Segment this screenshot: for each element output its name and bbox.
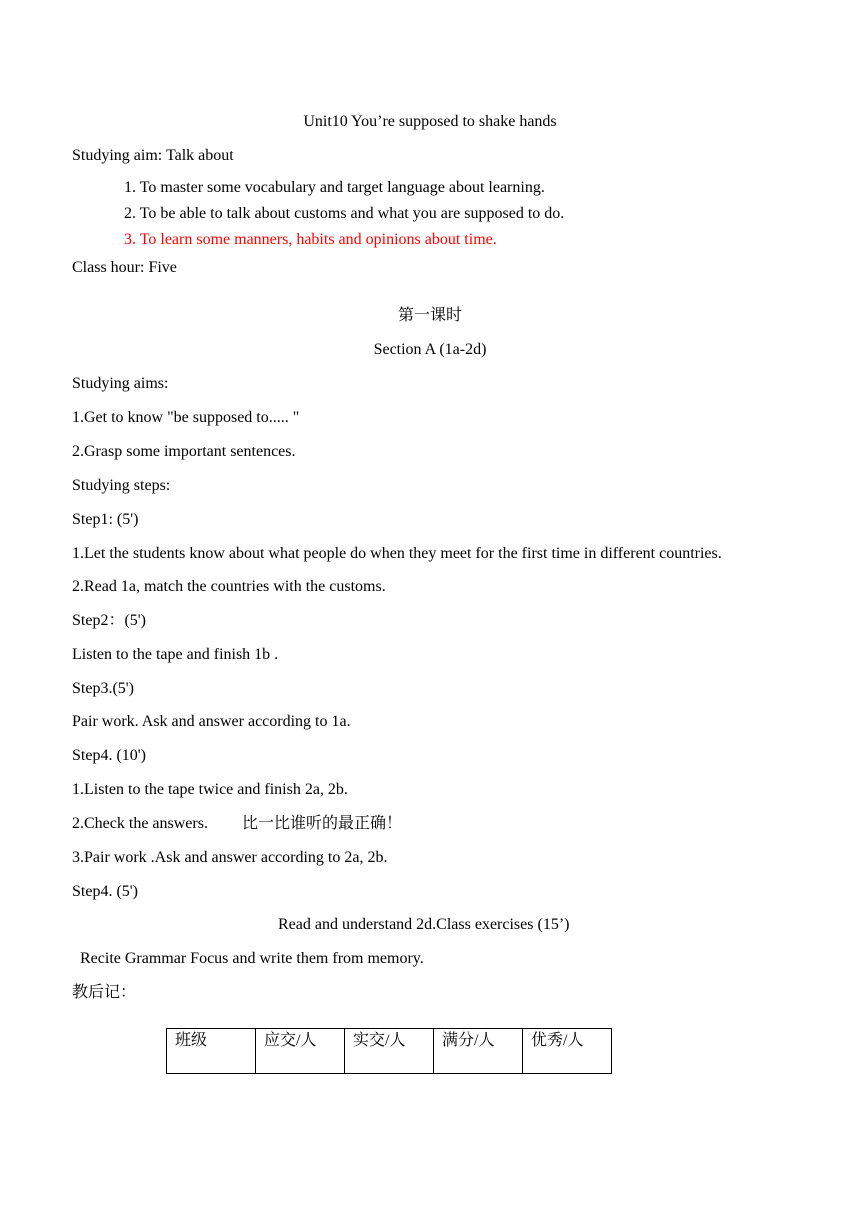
studying-aim-item-2: 2.Grasp some important sentences. [72, 443, 296, 460]
section-heading: Section A (1a-2d) [373, 341, 487, 358]
step4-item-2-note: 比一比谁听的最正确！ [241, 815, 402, 832]
step4-item-2 [72, 814, 402, 834]
step4-item-3: 3.Pair work .Ask and answer according to 2a, 2b. [72, 849, 388, 866]
step1-label: Step1: (5') [72, 511, 139, 528]
step2-label: Step2：(5') [72, 612, 146, 629]
studying-aim-item-1: 1.Get to know "be supposed to..... " [72, 409, 300, 426]
aim-item-3-highlighted: 3. To learn some manners, habits and opinions about time. [124, 231, 497, 248]
aim-item-1: 1. To master some vocabulary and target language about learning. [124, 179, 545, 196]
score-table-header-submitted: 实交/人 [345, 1029, 434, 1074]
step3-text: Pair work. Ask and answer according to 1a. [72, 713, 351, 730]
step4b-center-text: Read and understand 2d.Class exercises (15’) [278, 916, 570, 933]
score-table-header-due: 应交/人 [256, 1029, 345, 1074]
step1-item-2: 2.Read 1a, match the countries with the customs. [72, 578, 386, 595]
notes-label: 教后记： [72, 984, 137, 1001]
studying-aims-label: Studying aims: [72, 375, 169, 392]
step4b-text: Recite Grammar Focus and write them from memory. [72, 950, 424, 967]
document-title: Unit10 You’re supposed to shake hands [303, 113, 557, 130]
step3-label: Step3.(5') [72, 680, 134, 697]
lesson-heading: 第一课时 [397, 307, 462, 324]
score-table-header-class: 班级 [167, 1029, 256, 1074]
step1-item-1: 1.Let the students know about what people do when they meet for the first time in different countries. [72, 545, 722, 562]
score-table-header-full-marks: 满分/人 [434, 1029, 523, 1074]
aim-item-2: 2. To be able to talk about customs and what you are supposed to do. [124, 205, 565, 222]
studying-steps-label: Studying steps: [72, 477, 171, 494]
score-table-header-row [167, 1029, 612, 1074]
step4-item-1: 1.Listen to the tape twice and finish 2a, 2b. [72, 781, 348, 798]
score-table [166, 1028, 612, 1074]
step2-text: Listen to the tape and finish 1b . [72, 646, 279, 663]
studying-aim-label: Studying aim: Talk about [72, 147, 234, 164]
class-hour: Class hour: Five [72, 259, 177, 276]
step4-item-2-text: 2.Check the answers. [72, 815, 208, 832]
step4-label: Step4. (10') [72, 747, 146, 764]
score-table-header-excellent: 优秀/人 [523, 1029, 612, 1074]
step4b-label: Step4. (5') [72, 883, 138, 900]
